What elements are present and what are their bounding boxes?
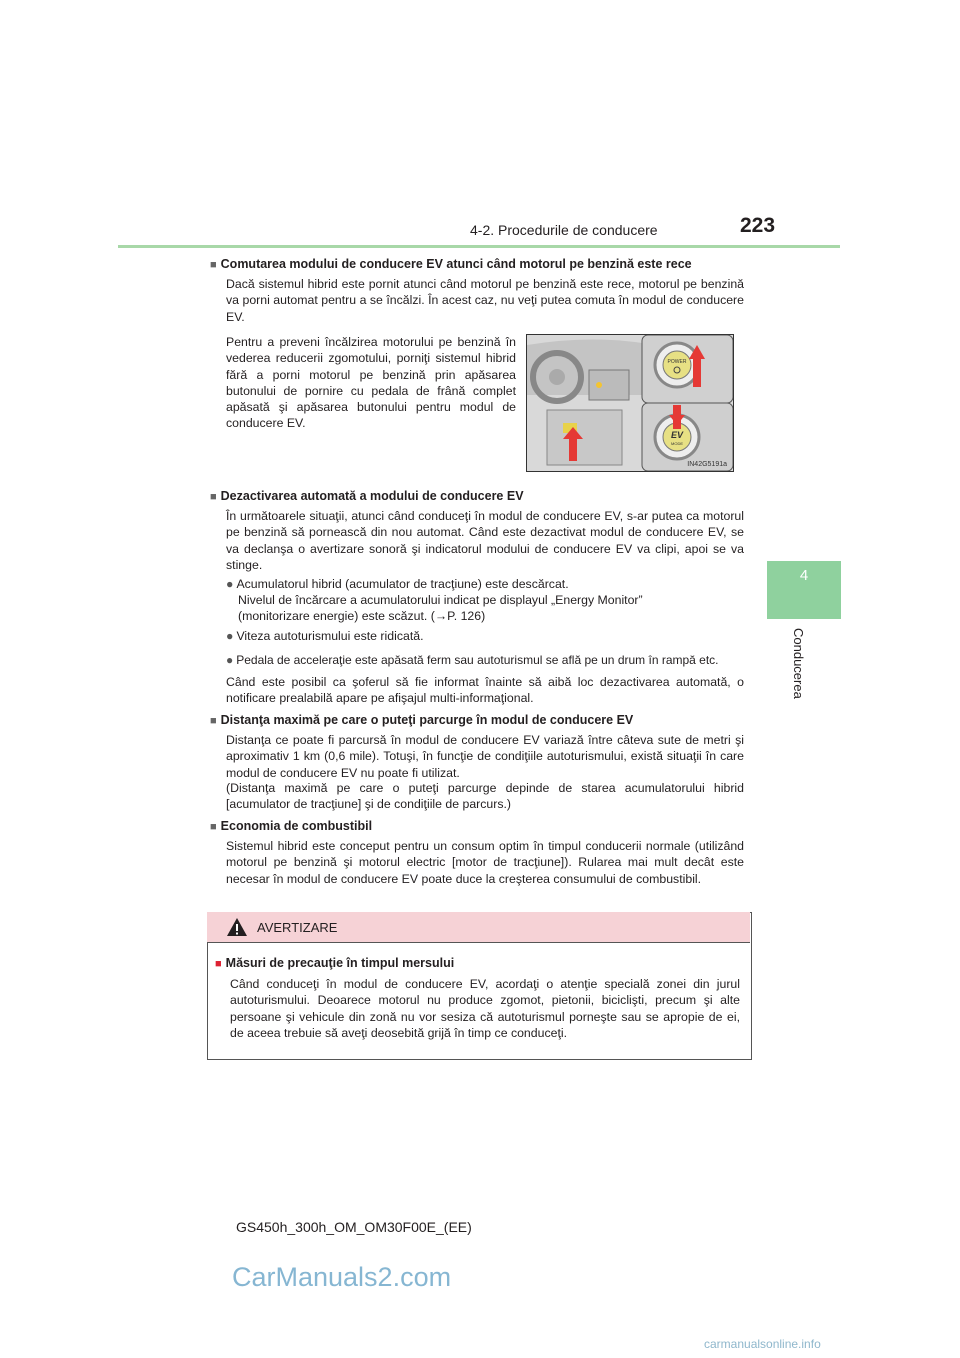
page-number: 223 [740,214,776,237]
section-title: 4-2. Procedurile de conducere [470,222,658,238]
ev-button-label: EV [670,430,684,440]
paragraph: Distanţa ce poate fi parcursă în modul de conducere EV variază între câteva sute de metri şi aproximativ 1 km (0,6 mile). Totuşi, în funcţie de condiţiile autoturismului, există situaţii în care modul de conducere EV nu poate fi utilizat. [226,733,744,780]
paragraph: Sistemul hibrid este conceput pentru un consum optim în timpul conducerii normale (utilizând motorul pe benzină şi motorul electric [motor de tracţiune]). Rularea mai mult decât este necesar în modul de conducere EV poate duce la creşterea consumului de combustibil. [226,839,744,886]
power-button-label: POWER [667,359,687,365]
paragraph: Când este posibil ca şoferul să fie informat înainte să aibă loc dezactivarea automată, o notificare prealabilă apare pe afişajul multi-informaţional. [226,675,744,706]
watermark-small: carmanualsonline.info [704,1337,821,1351]
footer-code: GS450h_300h_OM_OM30F00E_(EE) [236,1219,472,1235]
warning-text: Când conduceţi în modul de conducere EV, acordaţi o atenţie specială zonei din jurul autoturismului. Deoarece motorul nu produce zgomot, pietonii, biciclişti, precum şi alte persoane şi vehicule din zonă nu vor sesiza că autoturismul porneşte sau se apropie de ei, de aceea trebuie să aveţi deosebită grijă în timp ce conduceţi. [230,977,740,1040]
paragraph: În următoarele situaţii, atunci când conduceţi în modul de conducere EV, s-ar putea ca motorul pe benzină să pornească din nou automat. Când este dezactivat modul de conducere EV, se va declanşa o avertizare sonoră şi indicatorul modului de conducere EV va clipi, apoi se va stinge. [226,509,744,572]
dashboard-illustration [526,334,734,472]
list-item: ● Viteza autoturismului este ridicată. [226,629,424,643]
bullet-icon: ● [226,653,234,667]
section-heading: ■ Distanţa maximă pe care o puteţi parcurge în modul de conducere EV [210,713,634,727]
list-item: ● Acumulatorul hibrid (acumulator de tracţiune) este descărcat. [226,577,569,591]
bullet-icon: ● [226,577,234,591]
paragraph: (Distanţa maximă pe care o puteţi parcurge depinde de starea acumulatorului hibrid [acumulator de tracţiune] şi de condiţiile de parcurs.) [226,781,744,812]
chapter-label: Conducerea [791,628,806,699]
section-heading: ■ Economia de combustibil [210,819,373,833]
header-divider [118,245,840,248]
paragraph: Pentru a preveni încălzirea motorului pe benzină în vederea reducerii zgomotului, porniţi sistemul hibrid fără a porni motorul pe benzină prin apăsarea butonului de pornire cu pedala de frână complet apăsată şi apăsarea butonului pentru modul de conducere EV. [226,335,516,431]
watermark: CarManuals2.com [232,1262,452,1292]
bullet-icon: ● [226,629,234,643]
list-item: ● Pedala de acceleraţie este apăsată ferm sau autoturismul se află pe un drum în rampă etc. [226,653,719,667]
mode-button-label: MODE [671,441,683,446]
figure-code: IN42G5191a [687,461,727,468]
list-item-continuation: Nivelul de încărcare a acumulatorului indicat pe displayul „Energy Monitor” [238,593,643,607]
section-heading: ■ Comutarea modului de conducere EV atunci când motorul pe benzină este rece [210,257,692,271]
dashboard-drawing [527,335,733,471]
warning-title: AVERTIZARE [257,920,338,935]
warning-triangle-icon [226,917,248,937]
section-heading: ■ Dezactivarea automată a modului de conducere EV [210,489,524,503]
warning-heading: ■ Măsuri de precauţie în timpul mersului [215,956,455,970]
chapter-number: 4 [799,567,809,584]
list-item-continuation: (monitorizare energie) este scăzut. (→P. 126) [238,609,486,623]
paragraph: Dacă sistemul hibrid este pornit atunci când motorul pe benzină este rece, motorul pe benzină va porni automat pentru a se încălzi. În acest caz, nu veţi putea comuta în modul de conducere EV. [226,277,744,324]
